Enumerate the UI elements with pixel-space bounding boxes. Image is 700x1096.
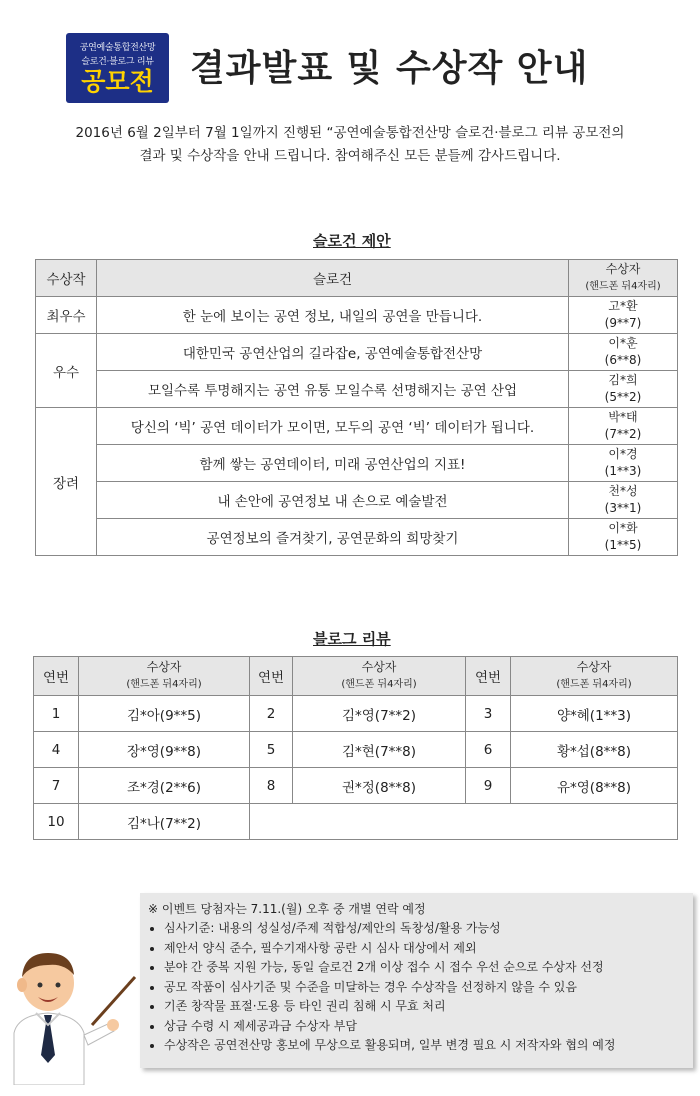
table-row (36, 334, 678, 371)
winner-name: 이*훈 (608, 336, 638, 350)
winner-cell (569, 297, 678, 334)
winner-header-sub: (핸드폰 뒤4자리) (556, 679, 632, 690)
slogan-cell: 한 눈에 보이는 공연 정보, 내일의 공연을 만듭니다. (97, 297, 569, 334)
notes-list (140, 919, 693, 1056)
blog-section-title: 블로그 리뷰 (313, 630, 391, 648)
list-item: • 심사기준: 내용의 성실성/주제 적합성/제안의 독창성/활용 가능성 (164, 919, 693, 939)
blog-table (33, 656, 678, 840)
list-item: • 제안서 양식 준수, 필수기재사항 공란 시 심사 대상에서 제외 (164, 939, 693, 959)
winner-cell: 김*나(7**2) (79, 804, 250, 840)
logo-line3: 공모전 (81, 67, 154, 96)
winner-header (569, 260, 678, 297)
winner-name: 김*희 (608, 373, 638, 387)
winner-header-sub: (핸드폰 뒤4자리) (341, 679, 417, 690)
list-item: • 분야 간 중복 지원 가능, 동일 슬로건 2개 이상 접수 시 접수 우선 순으로 수상자 선정 (164, 958, 693, 978)
contest-logo (66, 33, 169, 103)
slogan-table (35, 259, 678, 556)
winner-cell: 장*영(9**8) (79, 732, 250, 768)
list-item: • 공모 작품이 심사기준 및 수준을 미달하는 경우 수상작을 선정하지 않을 수 있음 (164, 978, 693, 998)
slogan-section-title: 슬로건 제안 (313, 232, 391, 250)
winner-cell: 권*정(8**8) (293, 768, 466, 804)
slogan-header-row (36, 260, 678, 297)
winner-cell (569, 519, 678, 556)
no-cell: 3 (466, 696, 511, 732)
intro-line1: 2016년 6월 2일부터 7월 1일까지 진행된 “공연예술통합전산망 슬로건·블로그 리뷰 공모전의 (75, 125, 625, 141)
winner-phone: (1**5) (604, 538, 642, 552)
table-row (36, 297, 678, 334)
award-cell: 우수 (36, 334, 97, 408)
page-title: 결과발표 및 수상작 안내 (190, 48, 589, 89)
table-row (36, 445, 678, 482)
winner-phone: (5**2) (604, 390, 642, 404)
winner-name: 박*태 (608, 410, 638, 424)
winner-name: 천*성 (608, 484, 638, 498)
list-item: • 기존 창작물 표절·도용 등 타인 권리 침해 시 무효 처리 (164, 997, 693, 1017)
no-cell: 1 (34, 696, 79, 732)
no-cell: 10 (34, 804, 79, 840)
table-row (34, 732, 678, 768)
intro-line2: 결과 및 수상작을 안내 드립니다. 참여해주신 모든 분들께 감사드립니다. (139, 148, 561, 164)
winner-cell: 김*영(7**2) (293, 696, 466, 732)
winner-header (511, 657, 678, 696)
table-row (36, 519, 678, 556)
notes-head: ※ 이벤트 당첨자는 7.11.(월) 오후 중 개별 연락 예정 (148, 902, 426, 916)
winner-header-label: 수상자 (146, 660, 182, 674)
slogan-cell: 내 손안에 공연정보 내 손으로 예술발전 (97, 482, 569, 519)
table-row (34, 768, 678, 804)
empty-cell (250, 804, 678, 840)
winner-cell: 조*경(2**6) (79, 768, 250, 804)
slogan-cell: 당신의 ‘빅’ 공연 데이터가 모이면, 모두의 공연 ‘빅’ 데이터가 됩니다. (97, 408, 569, 445)
winner-cell: 김*아(9**5) (79, 696, 250, 732)
no-header: 연번 (250, 657, 293, 696)
blog-header-row (34, 657, 678, 696)
no-cell: 8 (250, 768, 293, 804)
winner-header (79, 657, 250, 696)
slogan-cell: 공연정보의 즐겨찾기, 공연문화의 희망찾기 (97, 519, 569, 556)
slogan-cell: 대한민국 공연산업의 길라잡e, 공연예술통합전산망 (97, 334, 569, 371)
winner-phone: (7**2) (604, 427, 642, 441)
no-cell: 7 (34, 768, 79, 804)
no-cell: 6 (466, 732, 511, 768)
winner-header-sub: (핸드폰 뒤4자리) (585, 281, 661, 292)
slogan-cell: 함께 쌓는 공연데이터, 미래 공연산업의 지표! (97, 445, 569, 482)
table-row (34, 696, 678, 732)
winner-cell: 황*섭(8**8) (511, 732, 678, 768)
no-cell: 9 (466, 768, 511, 804)
winner-phone: (1**3) (604, 464, 642, 478)
list-item: • 상금 수령 시 제세공과금 수상자 부담 (164, 1017, 693, 1037)
slogan-cell: 모일수록 투명해지는 공연 유통 모일수록 선명해지는 공연 산업 (97, 371, 569, 408)
winner-cell: 유*영(8**8) (511, 768, 678, 804)
no-cell: 4 (34, 732, 79, 768)
winner-phone: (3**1) (604, 501, 642, 515)
winner-cell (569, 334, 678, 371)
winner-cell (569, 482, 678, 519)
notes-box (140, 893, 693, 1068)
winner-header-label: 수상자 (605, 262, 641, 276)
winner-header-label: 수상자 (361, 660, 397, 674)
award-cell: 최우수 (36, 297, 97, 334)
no-cell: 2 (250, 696, 293, 732)
winner-cell (569, 371, 678, 408)
winner-header-label: 수상자 (576, 660, 612, 674)
no-cell: 5 (250, 732, 293, 768)
winner-cell: 양*혜(1**3) (511, 696, 678, 732)
list-item: • 수상작은 공연전산망 홍보에 무상으로 활용되며, 일부 변경 필요 시 저작자와 협의 예정 (164, 1036, 693, 1056)
logo-line2: 슬로건·블로그 리뷰 (81, 57, 154, 67)
winner-name: 이*화 (608, 521, 638, 535)
presenter-illustration-icon (0, 945, 150, 1085)
table-row (34, 804, 678, 840)
slogan-header: 슬로건 (97, 260, 569, 297)
winner-cell (569, 408, 678, 445)
award-header: 수상작 (36, 260, 97, 297)
table-row (36, 482, 678, 519)
winner-phone: (6**8) (604, 353, 642, 367)
award-cell: 장려 (36, 408, 97, 556)
logo-line1: 공연예술통합전산망 (79, 43, 156, 53)
winner-cell (569, 445, 678, 482)
winner-name: 이*경 (608, 447, 638, 461)
winner-cell: 김*현(7**8) (293, 732, 466, 768)
winner-header-sub: (핸드폰 뒤4자리) (126, 679, 202, 690)
winner-name: 고*환 (608, 299, 638, 313)
winner-header (293, 657, 466, 696)
intro-text (30, 122, 670, 168)
table-row (36, 371, 678, 408)
no-header: 연번 (466, 657, 511, 696)
winner-phone: (9**7) (604, 316, 642, 330)
table-row (36, 408, 678, 445)
no-header: 연번 (34, 657, 79, 696)
